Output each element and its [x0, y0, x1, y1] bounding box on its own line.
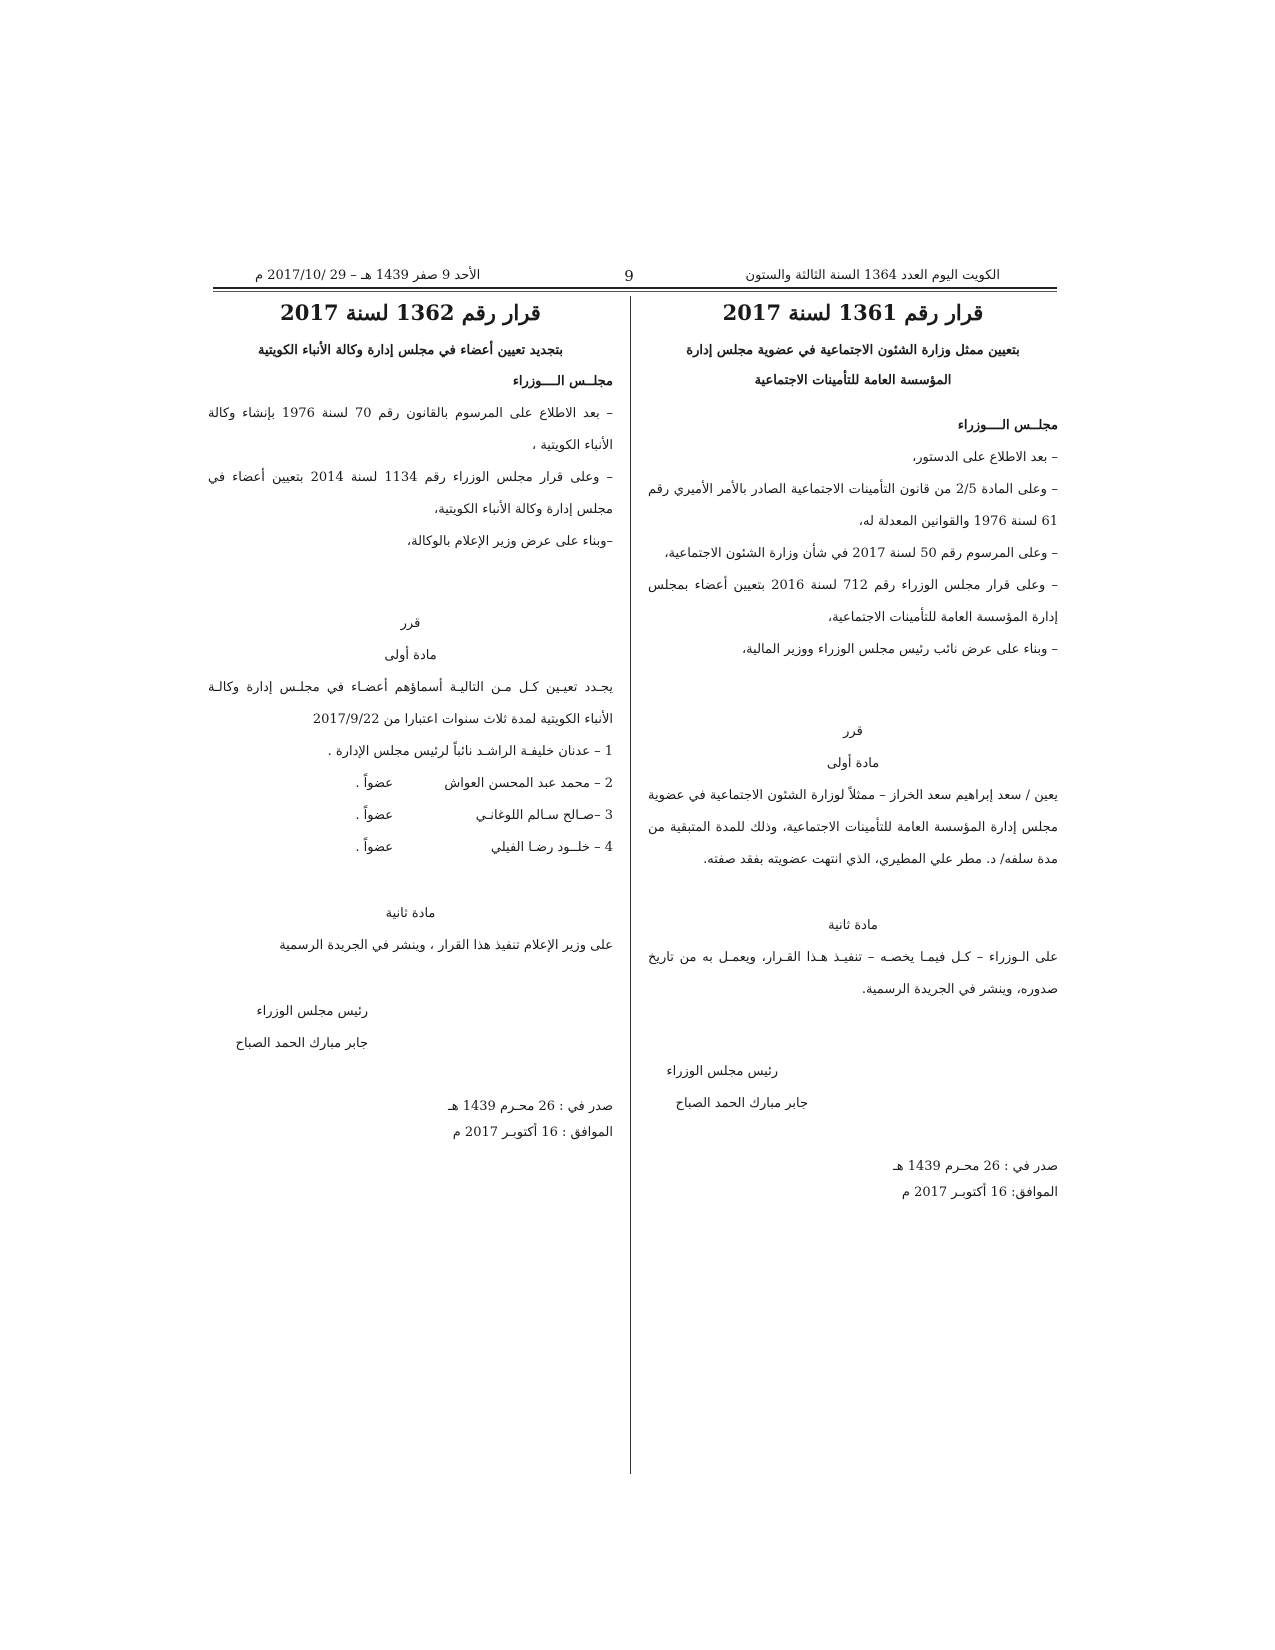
member-role: عضواً .	[355, 808, 393, 823]
signature-title: رئيس مجلس الوزراء	[256, 1004, 368, 1019]
signature-name: جابر مبارك الحمد الصباح	[235, 1036, 368, 1051]
issue-date: صدر في : 26 محـرم 1439 هـ	[892, 1159, 1058, 1174]
member-role: عضواً .	[355, 776, 393, 791]
decision-1362	[208, 298, 613, 1146]
corresponding-date: الموافق: 16 أكتوبـر 2017 م	[901, 1185, 1058, 1200]
article-title: مادة ثانية	[828, 918, 878, 933]
article-text: على وزير الإعلام تنفيذ هذا القرار ، وينشر في الجريدة الرسمية	[279, 938, 613, 953]
council-heading: مجلــس الــــوزراء	[957, 418, 1058, 433]
member-item	[208, 768, 613, 800]
council-heading: مجلــس الــــوزراء	[512, 374, 613, 389]
article-title: مادة أولى	[384, 648, 437, 663]
preamble-clause: – وعلى قرار مجلس الوزراء رقم 1134 لسنة 2014 بتعيين أعضاء في مجلس إدارة وكالة الأنباء الكويتية،	[208, 470, 613, 517]
article-text: يجـدد تعيـين كـل مـن التاليـة أسماؤهم أعضـاء في مجلـس إدارة وكالـة الأنباء الكويتية لمدة ثلاث سنوات اعتبارا من 2017/9/22	[208, 680, 613, 727]
decision-1361	[648, 298, 1058, 1206]
preamble-clause: – وعلى المرسوم رقم 50 لسنة 2017 في شأن وزارة الشئون الاجتماعية،	[664, 546, 1058, 561]
preamble-clause: – بعد الاطلاع على المرسوم بالقانون رقم 70 لسنة 1976 بإنشاء وكالة الأنباء الكويتية ،	[208, 406, 614, 453]
decision-title: قرار رقم 1361 لسنة 2017	[722, 300, 984, 325]
column-divider	[630, 296, 631, 1474]
member-item	[208, 800, 613, 832]
header-rule-thin	[213, 291, 1057, 292]
preamble-clause: – وبناء على عرض نائب رئيس مجلس الوزراء ووزير المالية،	[741, 642, 1058, 657]
article-text: يعين / سعد إبراهيم سعد الخراز – ممثلاً لوزارة الشئون الاجتماعية في عضوية مجلس إدارة المؤسسة العامة للتأمينات الاجتماعية، وذلك للمدة المتبقية من مدة سلفه/ د. مطر علي المطيري، الذي انتهت عضويته بفقد صفته.	[648, 788, 1058, 867]
decision-subtitle: المؤسسة العامة للتأمينات الاجتماعية	[754, 373, 952, 388]
article-text: على الـوزراء – كـل فيمـا يخصـه – تنفيـذ هـذا القـرار، ويعمـل به من تاريخ صدوره، وينشر في الجريدة الرسمية.	[648, 950, 1058, 997]
issue-header: الكويت اليوم العدد 1364 السنة الثالثة والستون	[745, 268, 1000, 283]
issue-date: صدر في : 26 محـرم 1439 هـ	[447, 1099, 613, 1114]
signature-name: جابر مبارك الحمد الصباح	[675, 1096, 808, 1111]
decided-heading: قرر	[400, 616, 421, 631]
member-name: 1 – عدنان خليفـة الراشـد نائباً لرئيس مجلس الإدارة .	[327, 744, 613, 759]
preamble-clause: –وبناء على عرض وزير الإعلام بالوكالة،	[406, 534, 613, 549]
corresponding-date: الموافق : 16 أكتوبـر 2017 م	[452, 1125, 613, 1140]
preamble-clause: – بعد الاطلاع على الدستور،	[912, 450, 1058, 465]
signature-title: رئيس مجلس الوزراء	[666, 1064, 778, 1079]
date-header: الأحد 9 صفر 1439 هـ – 29 /2017/10 م	[255, 268, 481, 283]
member-name: 2 – محمد عبد المحسن العواش	[444, 776, 613, 791]
preamble-clause: – وعلى المادة 2/5 من قانون التأمينات الاجتماعية الصادر بالأمر الأميري رقم 61 لسنة 1976 والقوانين المعدلة له،	[648, 482, 1058, 529]
decided-heading: قرر	[843, 724, 863, 739]
article-title: مادة أولى	[826, 756, 880, 771]
decision-subtitle: بتجديد تعيين أعضاء في مجلس إدارة وكالة الأنباء الكويتية	[257, 343, 564, 358]
member-name: 3 –صـالح سـالم اللوغانـي	[475, 808, 613, 823]
member-name: 4 – خلــود رضـا الفيلي	[490, 840, 613, 855]
decision-title: قرار رقم 1362 لسنة 2017	[280, 300, 541, 325]
decision-subtitle: بتعيين ممثل وزارة الشئون الاجتماعية في عضوية مجلس إدارة	[686, 343, 1020, 358]
article-title: مادة ثانية	[385, 906, 436, 921]
member-item	[208, 832, 613, 864]
member-item	[208, 736, 613, 768]
page-number: 9	[624, 267, 634, 285]
member-role: عضواً .	[355, 840, 393, 855]
preamble-clause: – وعلى قرار مجلس الوزراء رقم 712 لسنة 2016 بتعيين أعضاء بمجلس إدارة المؤسسة العامة للتأمينات الاجتماعية،	[648, 578, 1058, 625]
header-rule	[213, 287, 1057, 289]
